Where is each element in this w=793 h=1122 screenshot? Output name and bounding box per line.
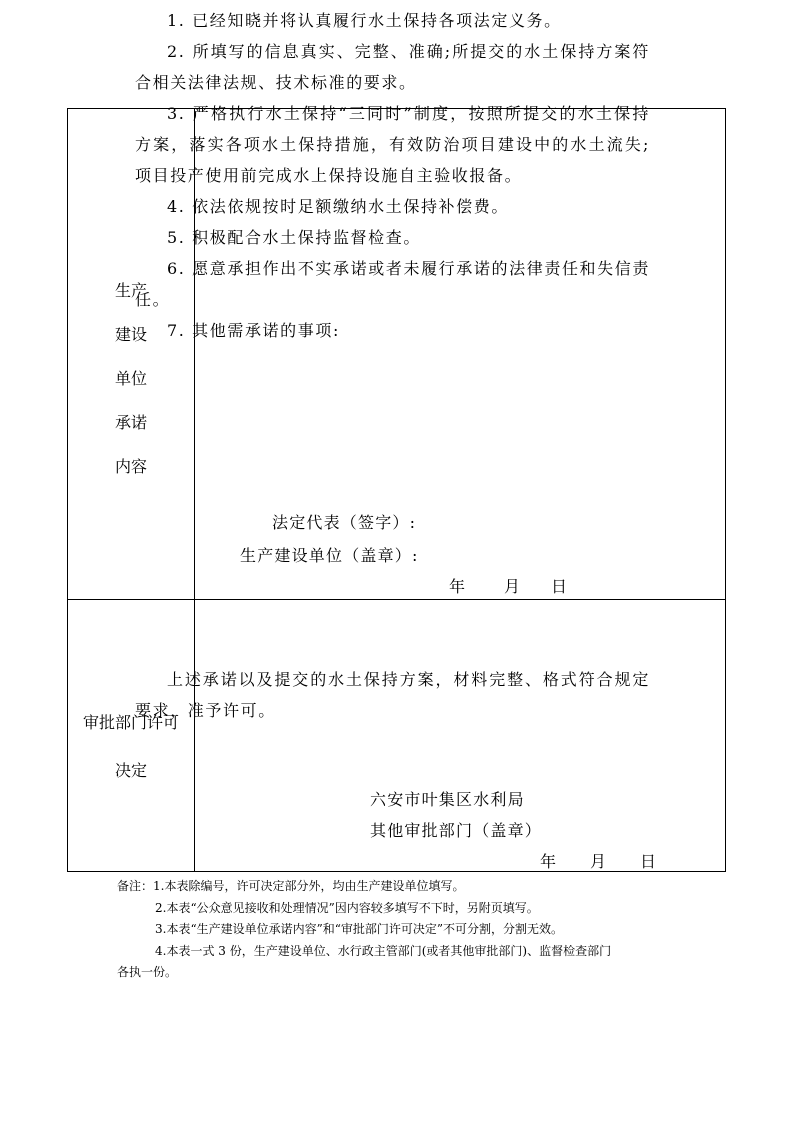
approval-date-year: 年 bbox=[540, 852, 558, 871]
commitment-date-year: 年 bbox=[449, 577, 467, 596]
approval-date-month: 月 bbox=[590, 852, 608, 871]
approval-org-name: 六安市叶集区水利局 bbox=[370, 790, 525, 809]
commitment-item: 3. 严格执行水土保持“三同时”制度，按照所提交的水土保持方案，落实各项水土保持措施，有效防治项目建设中的水土流失;项目投产使用前完成水上保持设施自主验收报备。 bbox=[135, 104, 650, 185]
commitment-label-line: 生产 bbox=[114, 281, 147, 300]
approval-label-line: 决定 bbox=[114, 761, 147, 780]
commitment-item: 2. 所填写的信息真实、完整、准确;所提交的水土保持方案符合相关法律法规、技术标准的要求。 bbox=[135, 42, 650, 92]
note-line: 4.本表一式 3 份，生产建设单位、水行政主管部门(或者其他审批部门)、监督检查部门 bbox=[155, 943, 612, 958]
legal-representative-signature-line: 法定代表（签字）: bbox=[272, 513, 417, 532]
commitment-item: 6. 愿意承担作出不实承诺或者未履行承诺的法律责任和失信责任。 bbox=[135, 259, 650, 309]
unit-seal-line: 生产建设单位（盖章）: bbox=[240, 546, 419, 565]
note-line: 3.本表“生产建设单位承诺内容”和“审批部门许可决定”不可分割，分割无效。 bbox=[155, 922, 563, 936]
commitment-item: 7. 其他需承诺的事项: bbox=[167, 321, 340, 340]
commitment-date-day: 日 bbox=[551, 577, 569, 596]
note-text: 1.本表除编号，许可决定部分外，均由生产建设单位填写。 bbox=[153, 879, 465, 893]
notes bbox=[117, 876, 677, 984]
approval-label-line: 审批部门许可 bbox=[82, 713, 179, 732]
commitment-label-line: 承诺 bbox=[114, 413, 147, 432]
note-line bbox=[117, 876, 677, 898]
approval-date-day: 日 bbox=[640, 852, 658, 871]
commitment-item: 4. 依法依规按时足额缴纳水土保持补偿费。 bbox=[167, 197, 509, 216]
note-line: 各执一份。 bbox=[117, 965, 178, 979]
commitment-date-month: 月 bbox=[504, 577, 522, 596]
row-divider bbox=[68, 599, 725, 600]
commitment-label-line: 单位 bbox=[114, 369, 147, 388]
commitment-label-line: 建设 bbox=[114, 325, 147, 344]
approval-decision-text: 上述承诺以及提交的水土保持方案，材料完整、格式符合规定要求，准予许可。 bbox=[135, 670, 650, 720]
approval-decision bbox=[135, 664, 650, 726]
commitment-items bbox=[135, 5, 650, 346]
notes-prefix: 备注： bbox=[117, 879, 154, 893]
other-dept-seal-line: 其他审批部门（盖章） bbox=[370, 821, 543, 840]
note-line: 2.本表“公众意见接收和处理情况”因内容较多填写不下时，另附页填写。 bbox=[155, 900, 539, 915]
commitment-item: 5. 积极配合水土保持监督检查。 bbox=[167, 228, 421, 247]
commitment-label-line: 内容 bbox=[114, 457, 147, 476]
commitment-item: 1. 已经知晓并将认真履行水土保持各项法定义务。 bbox=[167, 11, 562, 30]
